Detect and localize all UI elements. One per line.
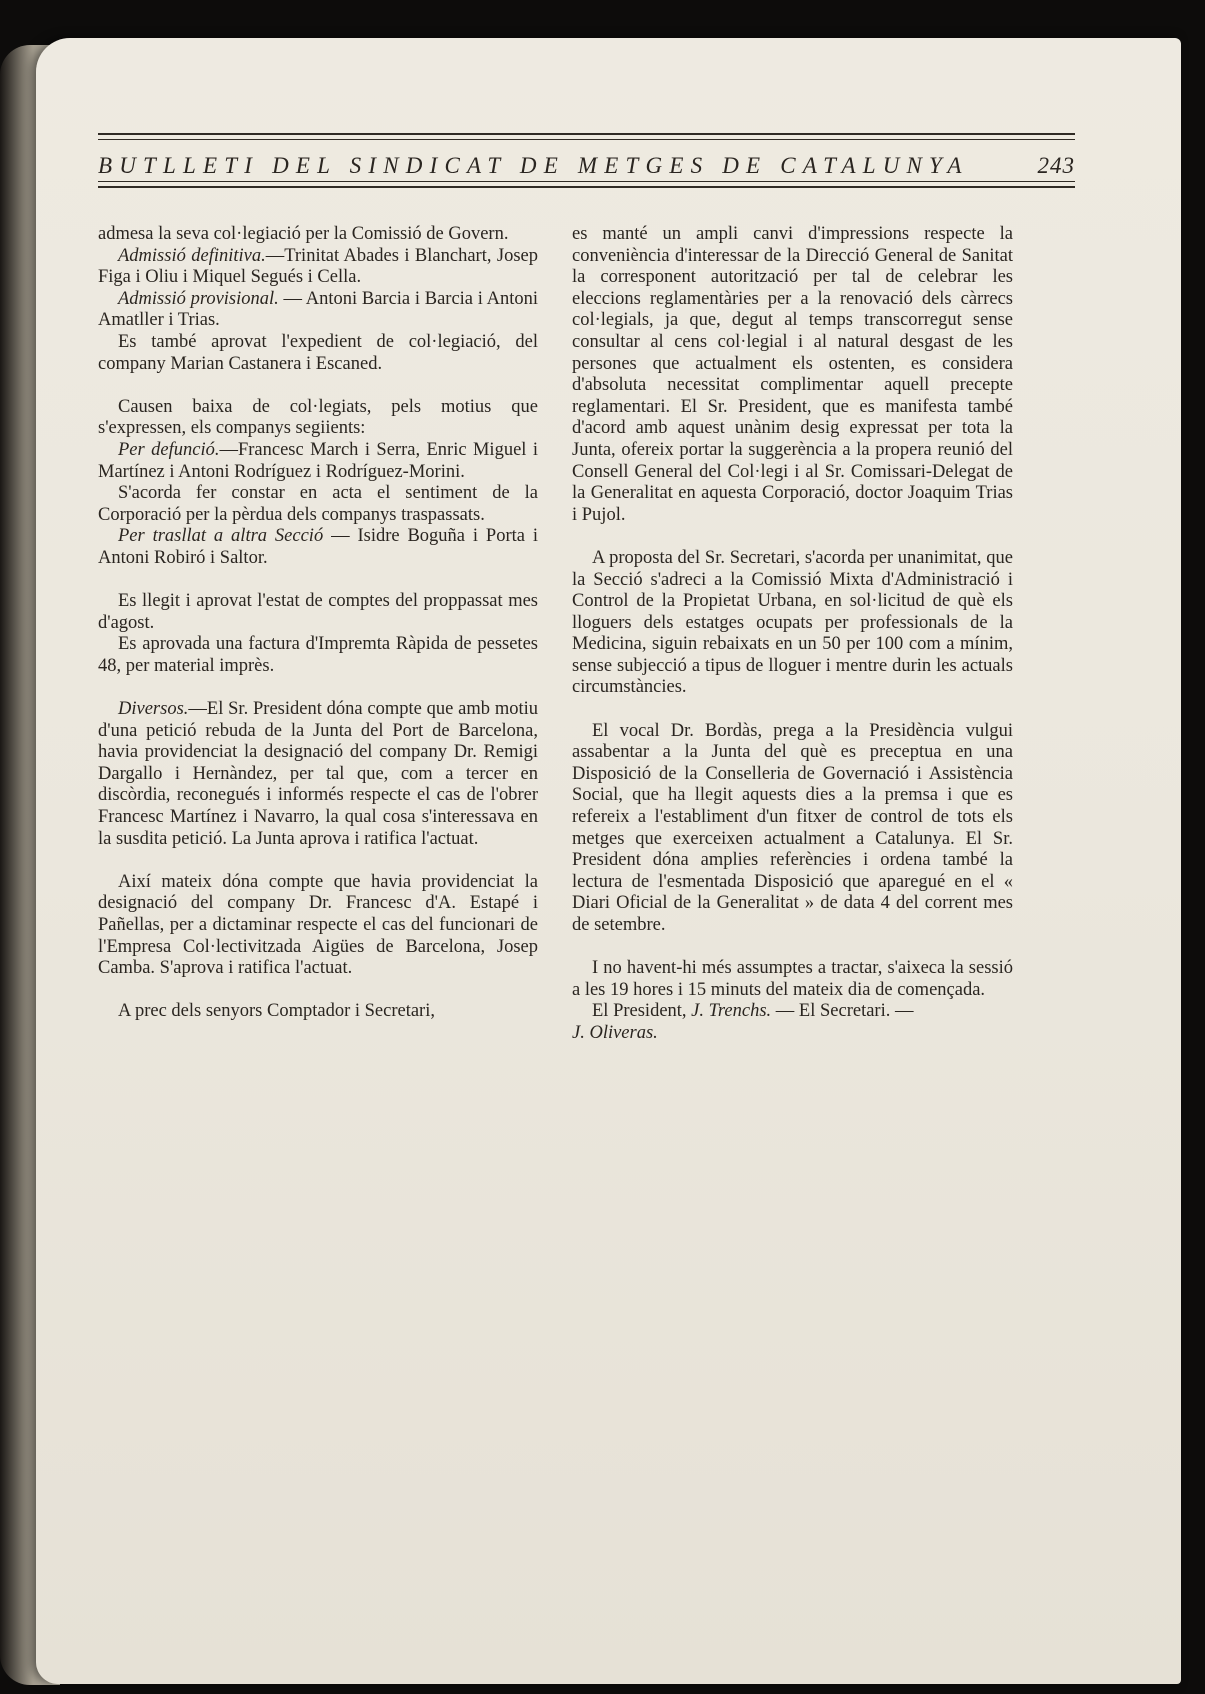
paragraph: Admissió definitiva.—Trinitat Abades i Blanchart, Josep Figa i Oliu i Miquel Segués i Cella. xyxy=(98,245,538,288)
signature-line: El President, J. Trenchs. — El Secretari. — xyxy=(592,1001,914,1022)
secretary-name: J. Oliveras. xyxy=(572,1022,658,1043)
paragraph: admesa la seva col·legiació per la Comissió de Govern. xyxy=(98,224,509,244)
italic-label: Per trasllat a altra Secció xyxy=(118,526,324,547)
paragraph: Es també aprovat l'expedient de col·legiació, del company Marian Castanera i Escaned. xyxy=(98,331,538,374)
header-rule-bottom-thin xyxy=(98,181,1075,182)
italic-label: Admissió definitiva. xyxy=(118,245,266,266)
signature-line xyxy=(572,1023,1013,1045)
paragraph: Es aprovada una factura d'Impremta Ràpida de pessetes 48, per material imprès. xyxy=(98,634,538,676)
header-rule-bottom xyxy=(98,186,1075,188)
paragraph: A proposta del Sr. Secretari, s'acorda per unanimitat, que la Secció s'adreci a la Comissió Mixta d'Administració i Control de la Propietat Urbana, en sol·licitud de què els lloguers dels estatges ocupats per professionals de la Medicina, siguin rebaixats en un 50 per 100 com a mínim, sense subjecció a tipus de lloguer i mentre durin les actuals circumstàncies. xyxy=(572,547,1013,698)
italic-label: Admissió provisional. xyxy=(118,288,279,309)
italic-label: Per defunció. xyxy=(118,439,220,460)
journal-title: BUTLLETI DEL SINDICAT DE METGES DE CATALUNYA xyxy=(98,153,969,178)
italic-label: Diversos. xyxy=(118,699,189,720)
paragraph: Diversos.—El Sr. President dóna compte que amb motiu d'una petició rebuda de la Junta del Port de Barcelona, havia providenciat la designació del company Dr. Remigi Dargallo i Hernàndez, per tal que, com a tercer en discòrdia, reconegués i informés respecte el cas de l'obrer Francesc Martínez i Navarro, la qual cosa s'interessava en la susdita petició. La Junta aprova i ratifica l'actuat. xyxy=(98,699,538,849)
document-page xyxy=(36,38,1181,1684)
paragraph: El vocal Dr. Bordàs, prega a la Presidència vulgui assabentar a la Junta del què es preceptua en una Disposició de la Conselleria de Governació i Assistència Social, que ha llegit aquests dies a la premsa i que es refereix a l'establiment d'un fitxer de control de tots els metges que exerceixen actualment a Catalunya. El Sr. President dóna amplies referències i ordena també la lectura de l'esmentada Disposició que aparegué en el « Diari Oficial de la Generalitat » de data 4 del corrent mes de setembre. xyxy=(572,720,1013,935)
header-rule-top-thin xyxy=(98,139,1075,140)
paragraph: Causen baixa de col·legiats, pels motius que s'expressen, els companys segiients: xyxy=(98,396,538,439)
paragraph: Així mateix dóna compte que havia providenciat la designació del company Dr. Francesc d'A. Estapé i Pañellas, per a dictaminar respecte el cas del funcionari de l'Empresa Col·lectivitzada Aigües de Barcelona, Josep Camba. S'aprova i ratifica l'actuat. xyxy=(98,871,538,979)
left-column xyxy=(98,224,538,1023)
header-rule-top xyxy=(98,133,1075,135)
right-column xyxy=(572,224,1013,1045)
paragraph: S'acorda fer constar en acta el sentiment de la Corporació per la pèrdua dels companys traspassats. xyxy=(98,483,538,525)
paragraph: Admissió provisional. — Antoni Barcia i Barcia i Antoni Amatller i Trias. xyxy=(98,288,538,331)
paragraph: es manté un ampli canvi d'impressions respecte la conveniència d'interessar de la Direcció General de Sanitat la corresponent autorització per tal de celebrar les eleccions reglamentàries per a la renovació dels càrrecs col·legials, ja que, degut al temps transcorregut sense consultar al cens col·legial i al natural desgast de les persones que actualment els ostenten, es considera d'absoluta necessitat complimentar aquell precepte reglamentari. El Sr. President, que es manifesta també d'acord amb aquest unànim desig expressat per tota la Junta, ofereix portar la suggerència a la propera reunió del Consell General del Col·legi i al Sr. Comissari-Delegat de la Generalitat en aquesta Corporació, doctor Joaquim Trias i Pujol. xyxy=(572,224,1013,525)
paragraph: Per defunció.—Francesc March i Serra, Enric Miguel i Martínez i Antoni Rodríguez i Rodríguez-Morini. xyxy=(98,439,538,482)
paragraph: Es llegit i aprovat l'estat de comptes del proppassat mes d'agost. xyxy=(98,591,538,633)
president-name: J. Trenchs. xyxy=(691,1001,772,1022)
page-number: 243 xyxy=(1037,153,1075,178)
paragraph: A prec dels senyors Comptador i Secretari, xyxy=(118,1001,435,1022)
running-header xyxy=(98,151,1075,181)
paragraph: I no havent-hi més assumptes a tractar, s'aixeca la sessió a les 19 hores i 15 minuts del mateix dia de començada. xyxy=(572,958,1013,1000)
paragraph: Per trasllat a altra Secció — Isidre Boguña i Porta i Antoni Robiró i Saltor. xyxy=(98,526,538,568)
